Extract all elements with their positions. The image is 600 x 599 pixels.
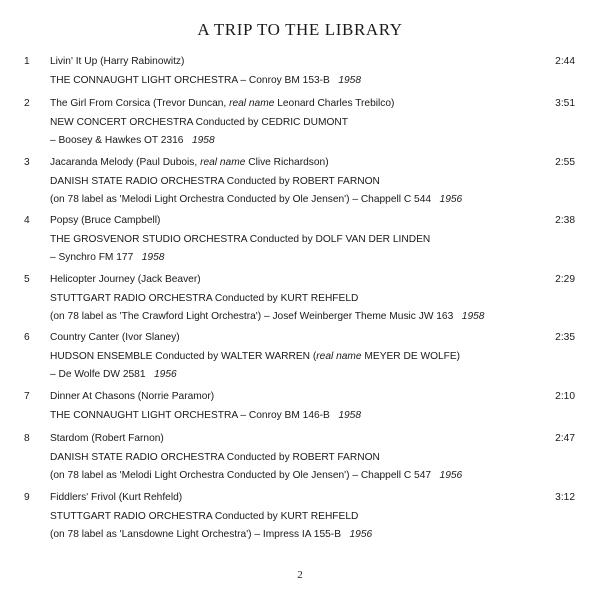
track-label: (on 78 label as 'Lansdowne Light Orchestra') – Impress IA 155-B <box>50 529 341 540</box>
track-duration: 2:29 <box>555 274 575 285</box>
track-orchestra-line <box>50 72 540 91</box>
track-orchestra-line <box>50 407 540 426</box>
track-duration: 2:55 <box>555 157 575 168</box>
track-year: 1958 <box>191 135 215 146</box>
track-orchestra: DANISH STATE RADIO ORCHESTRA Conducted by ROBERT FARNON <box>50 451 380 463</box>
track-details <box>50 95 540 151</box>
track-number: 4 <box>24 215 30 226</box>
track-label: – Boosey & Hawkes OT 2316 <box>50 135 184 146</box>
track-orchestra: THE GROSVENOR STUDIO ORCHESTRA Conducted by DOLF VAN DER LINDEN <box>50 233 431 245</box>
track-orchestra: STUTTGART RADIO ORCHESTRA Conducted by KURT REHFELD <box>50 510 359 522</box>
track-details <box>50 489 540 545</box>
track-label-line <box>50 467 540 486</box>
track-orchestra: THE CONNAUGHT LIGHT ORCHESTRA – Conroy BM 153-B <box>50 74 330 86</box>
track-title: Country Canter (Ivor Slaney) <box>50 332 180 343</box>
track-label-line <box>50 191 540 210</box>
track-orchestra: HUDSON ENSEMBLE Conducted by WALTER WARREN (real name MEYER DE WOLFE) <box>50 350 461 362</box>
track-year: 1958 <box>461 311 485 322</box>
track-number: 8 <box>24 433 30 444</box>
page-number: 2 <box>297 569 303 581</box>
track-label-line <box>50 366 540 385</box>
track-year: 1958 <box>338 409 362 421</box>
track-label: – De Wolfe DW 2581 <box>50 369 146 380</box>
track-duration: 3:12 <box>555 492 575 503</box>
track-duration: 2:10 <box>555 391 575 402</box>
track-duration: 2:47 <box>555 433 575 444</box>
track-year: 1956 <box>154 369 177 380</box>
track-label-line <box>50 132 540 151</box>
track-number: 3 <box>24 157 30 168</box>
track-orchestra: DANISH STATE RADIO ORCHESTRA Conducted by ROBERT FARNON <box>50 175 380 187</box>
track-label-line <box>50 526 540 545</box>
track-title: Fiddlers' Frivol (Kurt Rehfeld) <box>50 492 183 503</box>
track-orchestra: NEW CONCERT ORCHESTRA Conducted by CEDRIC DUMONT <box>50 116 348 128</box>
track-number: 2 <box>24 98 30 109</box>
track-title: Helicopter Journey (Jack Beaver) <box>50 274 201 285</box>
track-year: 1958 <box>141 252 165 263</box>
track-number: 6 <box>24 332 30 343</box>
track-year: 1958 <box>338 74 362 86</box>
track-year: 1956 <box>439 194 463 205</box>
track-title: Dinner At Chasons (Norrie Paramor) <box>50 391 215 402</box>
track-title: Jacaranda Melody (Paul Dubois, real name Clive Richardson) <box>50 157 329 168</box>
track-details <box>50 212 540 268</box>
track-number: 9 <box>24 492 30 503</box>
track-orchestra: STUTTGART RADIO ORCHESTRA Conducted by KURT REHFELD <box>50 292 359 304</box>
track-details <box>50 154 540 210</box>
track-details <box>50 430 540 486</box>
track-title: Stardom (Robert Farnon) <box>50 433 164 444</box>
track-duration: 2:38 <box>555 215 575 226</box>
track-duration: 2:35 <box>555 332 575 343</box>
track-title: Livin' It Up (Harry Rabinowitz) <box>50 56 185 67</box>
track-label: (on 78 label as 'Melodi Light Orchestra Conducted by Ole Jensen') – Chappell C 547 <box>50 470 432 481</box>
track-title: Popsy (Bruce Campbell) <box>50 215 161 226</box>
page-title: A TRIP TO THE LIBRARY <box>197 20 403 39</box>
track-details <box>50 53 540 90</box>
track-label-line <box>50 249 540 268</box>
track-number: 1 <box>24 56 30 67</box>
track-details <box>50 271 540 327</box>
track-label-line <box>50 308 540 327</box>
track-number: 7 <box>24 391 30 402</box>
track-duration: 2:44 <box>555 56 575 67</box>
track-label: (on 78 label as 'The Crawford Light Orchestra') – Josef Weinberger Theme Music JW 163 <box>50 311 454 322</box>
track-label: – Synchro FM 177 <box>50 252 134 263</box>
track-details <box>50 329 540 385</box>
track-number: 5 <box>24 274 30 285</box>
track-year: 1956 <box>349 529 373 540</box>
track-label: (on 78 label as 'Melodi Light Orchestra Conducted by Ole Jensen') – Chappell C 544 <box>50 194 432 205</box>
track-details <box>50 388 540 425</box>
track-orchestra: THE CONNAUGHT LIGHT ORCHESTRA – Conroy BM 146-B <box>50 409 330 421</box>
track-duration: 3:51 <box>555 98 575 109</box>
track-year: 1956 <box>439 470 463 481</box>
track-title: The Girl From Corsica (Trevor Duncan, real name Leonard Charles Trebilco) <box>50 98 395 109</box>
